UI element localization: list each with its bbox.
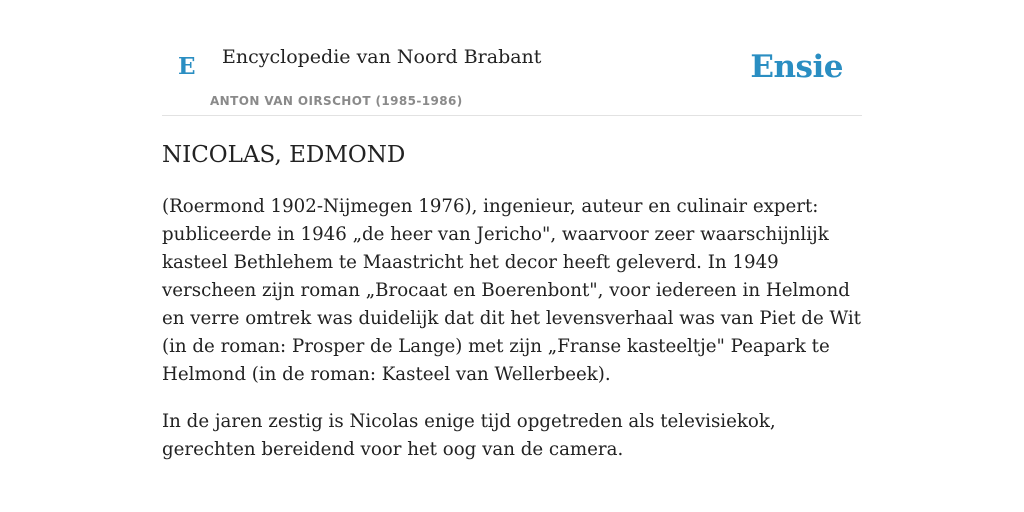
book-title[interactable]: Encyclopedie van Noord Brabant: [222, 46, 542, 68]
entry-title: NICOLAS, EDMOND: [162, 142, 406, 168]
page: [162, 0, 862, 464]
entry-paragraph-1: (Roermond 1902-Nijmegen 1976), ingenieur, auteur en culinair expert: publiceerde in 1946 „de heer van Jericho", waarvoor zeer waarschijnlijk kasteel Bethlehem te Maastricht het decor heeft geleverd. In 1949 verscheen zijn roman „Brocaat en Boerenbont", voor iedereen in Helmond en verre omtrek was duidelijk dat dit het levensverhaal was van Piet de Wit (in de roman: Prosper de Lange) met zijn „Franse kasteeltje" Peapark te Helmond (in de roman: Kasteel van Wellerbeek).: [162, 195, 861, 385]
ensie-logo[interactable]: Ensie: [750, 49, 843, 85]
book-logo-icon[interactable]: E: [178, 53, 196, 80]
entry-paragraph-2: In de jaren zestig is Nicolas enige tijd opgetreden als televisiekok, gerechten bereidend voor het oog van de camera.: [162, 410, 776, 460]
book-header: [162, 0, 862, 116]
book-author[interactable]: ANTON VAN OIRSCHOT (1985-1986): [210, 94, 463, 108]
